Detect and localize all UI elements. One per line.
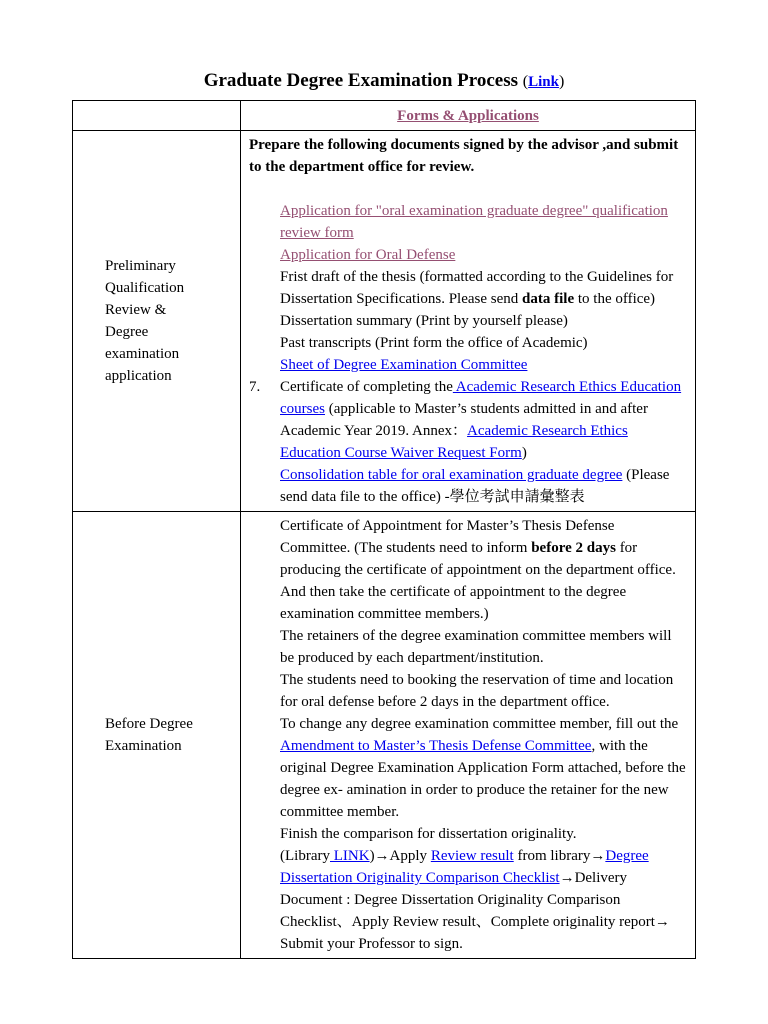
item-text: Certificate of completing the — [280, 379, 453, 395]
list-item — [249, 515, 688, 625]
item-text: to the office) — [574, 291, 656, 307]
list-item — [249, 376, 688, 464]
item-text: (applicable to Master’s students admitted in and after Academic Year 2019. Annex： — [280, 401, 648, 439]
library-link[interactable]: LINK — [329, 848, 370, 864]
page-title — [0, 70, 768, 92]
list-item — [249, 200, 688, 244]
list-item — [249, 310, 688, 332]
item-text: Finish the comparison for dissertation originality. — [280, 826, 577, 842]
list-item — [249, 823, 688, 845]
committee-sheet-link[interactable]: Sheet of Degree Examination Committee — [280, 357, 528, 373]
title-text: Graduate Degree Examination Process — [203, 70, 519, 91]
row-label-cell — [73, 512, 241, 959]
header-empty-cell — [73, 101, 241, 131]
list-item — [249, 464, 688, 508]
list-item — [249, 625, 688, 669]
row-content-cell — [241, 512, 696, 959]
process-table — [72, 100, 696, 959]
item-text: The students need to booking the reservation of time and location for oral defense before 2 days in the department office. — [280, 672, 674, 710]
consolidation-table-link[interactable]: Consolidation table for oral examination graduate degree — [280, 467, 623, 483]
header-forms-applications: Forms & Applications — [241, 101, 696, 131]
row-content-cell — [241, 131, 696, 512]
ethics-waiver-form-link[interactable]: Academic Research Ethics Education Course Waiver Request Form — [280, 423, 628, 461]
item-text: )→Apply — [369, 848, 431, 864]
list-item — [249, 332, 688, 354]
row-label-before-exam: Before Degree Examination — [105, 716, 193, 754]
row-label-cell — [73, 131, 241, 512]
item-text: The retainers of the degree examination committee members will be produced by each department/institution. — [280, 628, 672, 666]
item-text: Past transcripts (Print form the office of Academic) — [280, 335, 588, 351]
item-bold-text: data file — [522, 291, 575, 307]
list-item — [249, 845, 688, 955]
item-text: Dissertation summary (Print by yourself please) — [280, 313, 568, 329]
item-text: →Delivery Document : Degree Dissertation Originality Comparison Checklist、Apply Review result、Complete originality report→ Submit your Professor to sign. — [280, 870, 670, 952]
title-link[interactable]: Link — [528, 74, 559, 90]
list-item — [249, 354, 688, 376]
list-item — [249, 244, 688, 266]
ethics-courses-link[interactable]: Academic Research Ethics Education courses — [280, 379, 682, 417]
item-bold-text: before 2 days — [531, 540, 616, 556]
list-item — [249, 266, 688, 310]
committee-amendment-link[interactable]: Amendment to Master’s Thesis Defense Committee — [280, 738, 592, 754]
qualification-review-form-link[interactable]: Application for "oral examination graduate degree" qualification review form — [280, 203, 668, 241]
item-text: To change any degree examination committee member, fill out the — [280, 716, 679, 732]
table-row — [73, 131, 696, 512]
header-row — [73, 101, 696, 131]
title-paren-open: ( — [522, 73, 529, 90]
intro-text: Prepare the following documents signed by the advisor ,and submit to the department office for review. — [249, 137, 679, 175]
item-text: (Library — [280, 848, 330, 864]
item-text: ) — [521, 445, 527, 461]
table-row — [73, 512, 696, 959]
item-text: from library→ — [513, 848, 606, 864]
item-text: (Please send data file to the office) -學位考試申請彙整表 — [280, 467, 670, 505]
title-paren-close: ) — [558, 73, 565, 90]
spacer — [249, 178, 688, 200]
originality-checklist-link[interactable]: Degree Dissertation Originality Comparison Checklist — [280, 848, 649, 886]
item-text: Frist draft of the thesis (formatted according to the Guidelines for Dissertation Specifications. Please send — [280, 269, 674, 307]
list-item — [249, 713, 688, 823]
review-result-link[interactable]: Review result — [430, 848, 514, 864]
item-number: 7. — [249, 379, 261, 395]
oral-defense-application-link[interactable]: Application for Oral Defense — [280, 247, 456, 263]
list-item — [249, 669, 688, 713]
item-text: Certificate of Appointment for Master’s Thesis Defense Committee. (The students need to inform — [280, 518, 615, 556]
row-label-preliminary: Preliminary Qualification Review & Degree examination application — [105, 258, 185, 384]
item-text: , with the original Degree Examination Application Form attached, before the degree ex- amination in order to produce the retainer for the new committee member. — [280, 738, 686, 820]
item-text: for producing the certificate of appointment on the department office. And then take the certificate of appointment to the degree examination committee members.) — [280, 540, 676, 622]
